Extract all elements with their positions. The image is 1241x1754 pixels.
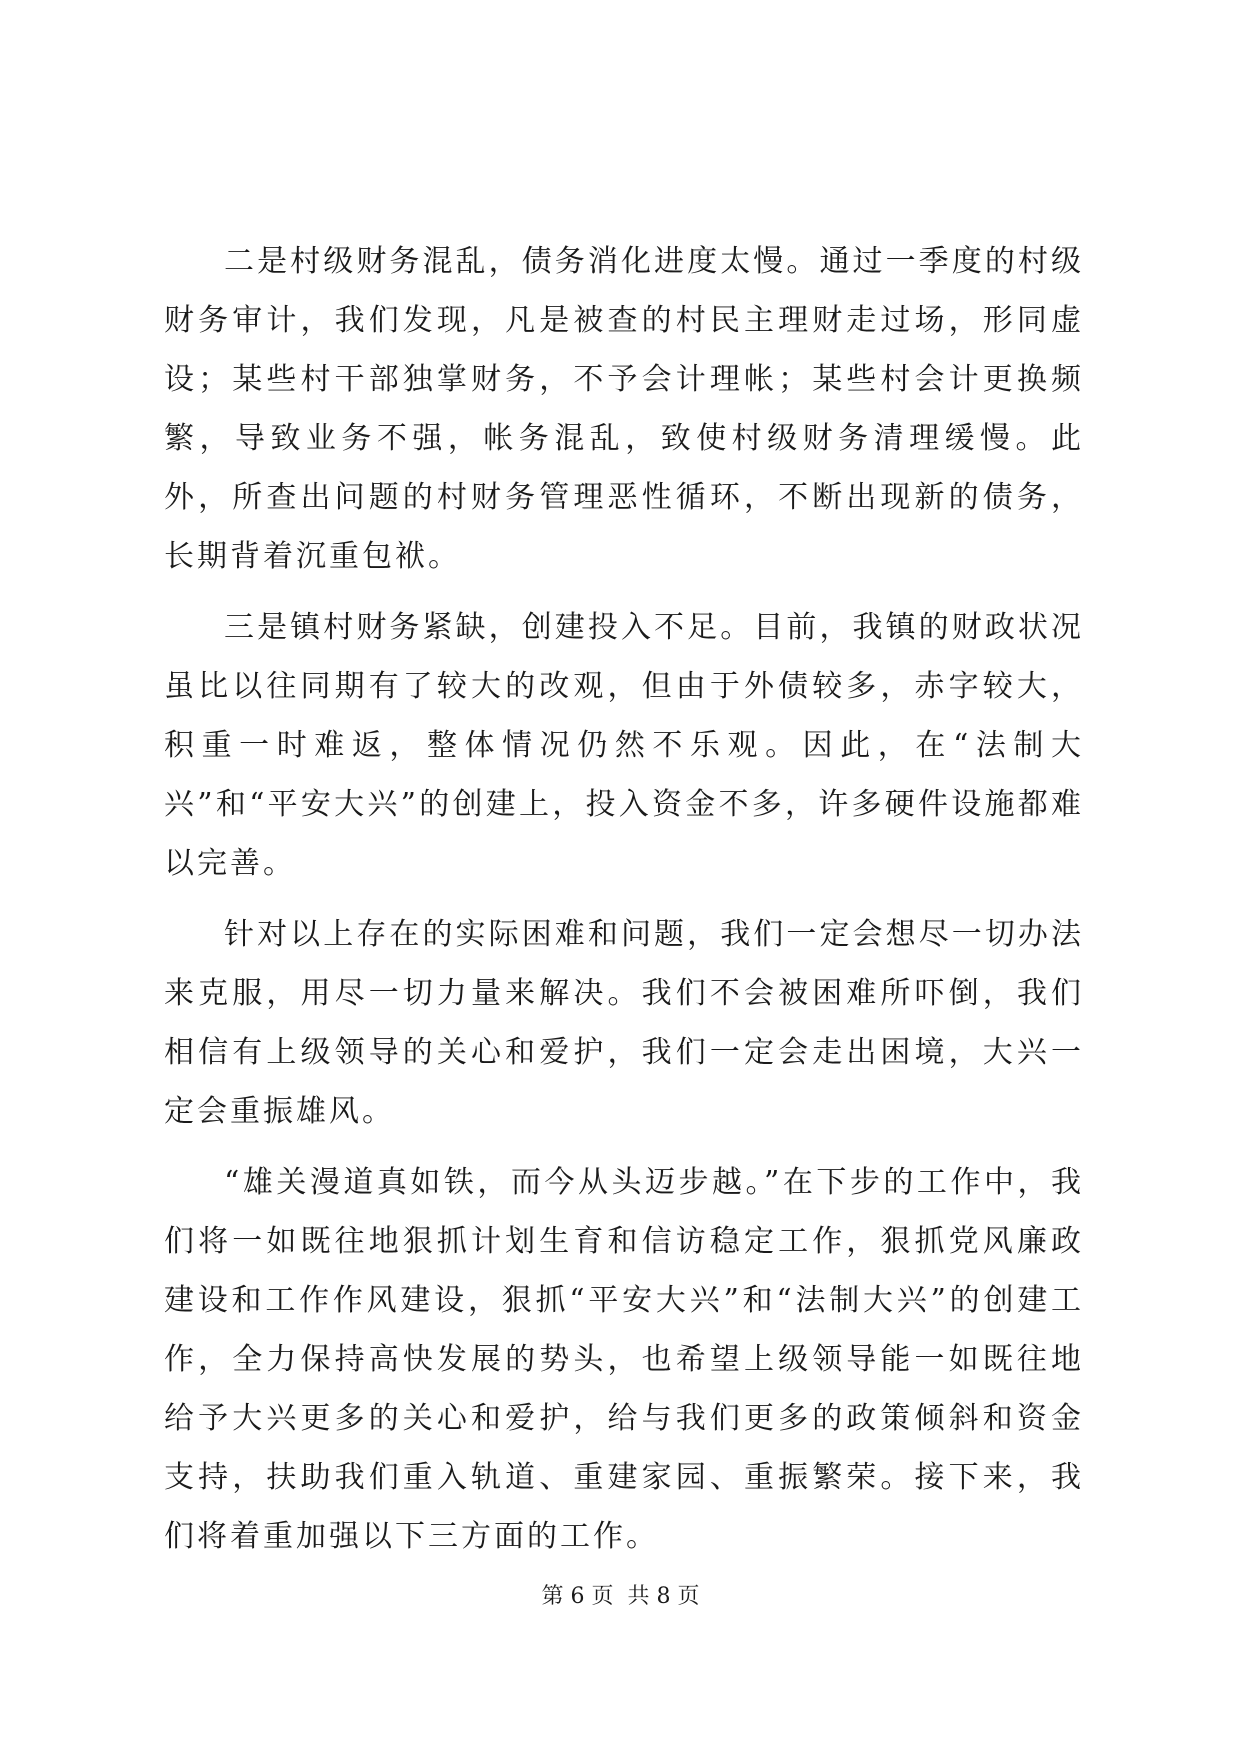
page-number: 第 6 页: [541, 1584, 614, 1609]
paragraph-future-work: “雄关漫道真如铁，而今从头迈步越。”在下步的工作中，我们将一如既往地狠抓计划生育和信访稳定工作，狠抓党风廉政建设和工作作风建设，狠抓“平安大兴”和“法制大兴”的创建工作，全力保持高快发展的势头，也希望上级领导能一如既往地给予大兴更多的关心和爱护，给与我们更多的政策倾斜和资金支持，扶助我们重入轨道、重建家园、重振繁荣。接下来，我们将着重加强以下三方面的工作。: [164, 1165, 1084, 1554]
paragraph-finance-chaos: 二是村级财务混乱，债务消化进度太慢。通过一季度的村级财务审计，我们发现，凡是被查的村民主理财走过场，形同虚设；某些村干部独掌财务，不予会计理帐；某些村会计更换频繁，导致业务不强，帐务混乱，致使村级财务清理缓慢。此外，所查出问题的村财务管理恶性循环，不断出现新的债务，长期背着沉重包袱。: [164, 244, 1084, 574]
paragraph-funding-shortage: 三是镇村财务紧缺，创建投入不足。目前，我镇的财政状况虽比以往同期有了较大的改观，但由于外债较多，赤字较大，积重一时难返，整体情况仍然不乐观。因此，在“法制大兴”和“平安大兴”的创建上，投入资金不多，许多硬件设施都难以完善。: [164, 610, 1084, 881]
paragraph-overcome-difficulties: 针对以上存在的实际困难和问题，我们一定会想尽一切办法来克服，用尽一切力量来解决。我们不会被困难所吓倒，我们相信有上级领导的关心和爱护，我们一定会走出困境，大兴一定会重振雄风。: [164, 917, 1084, 1129]
page-total: 共 8 页: [627, 1584, 700, 1609]
page-footer: [0, 1582, 1241, 1612]
document-body: [164, 232, 1084, 1578]
